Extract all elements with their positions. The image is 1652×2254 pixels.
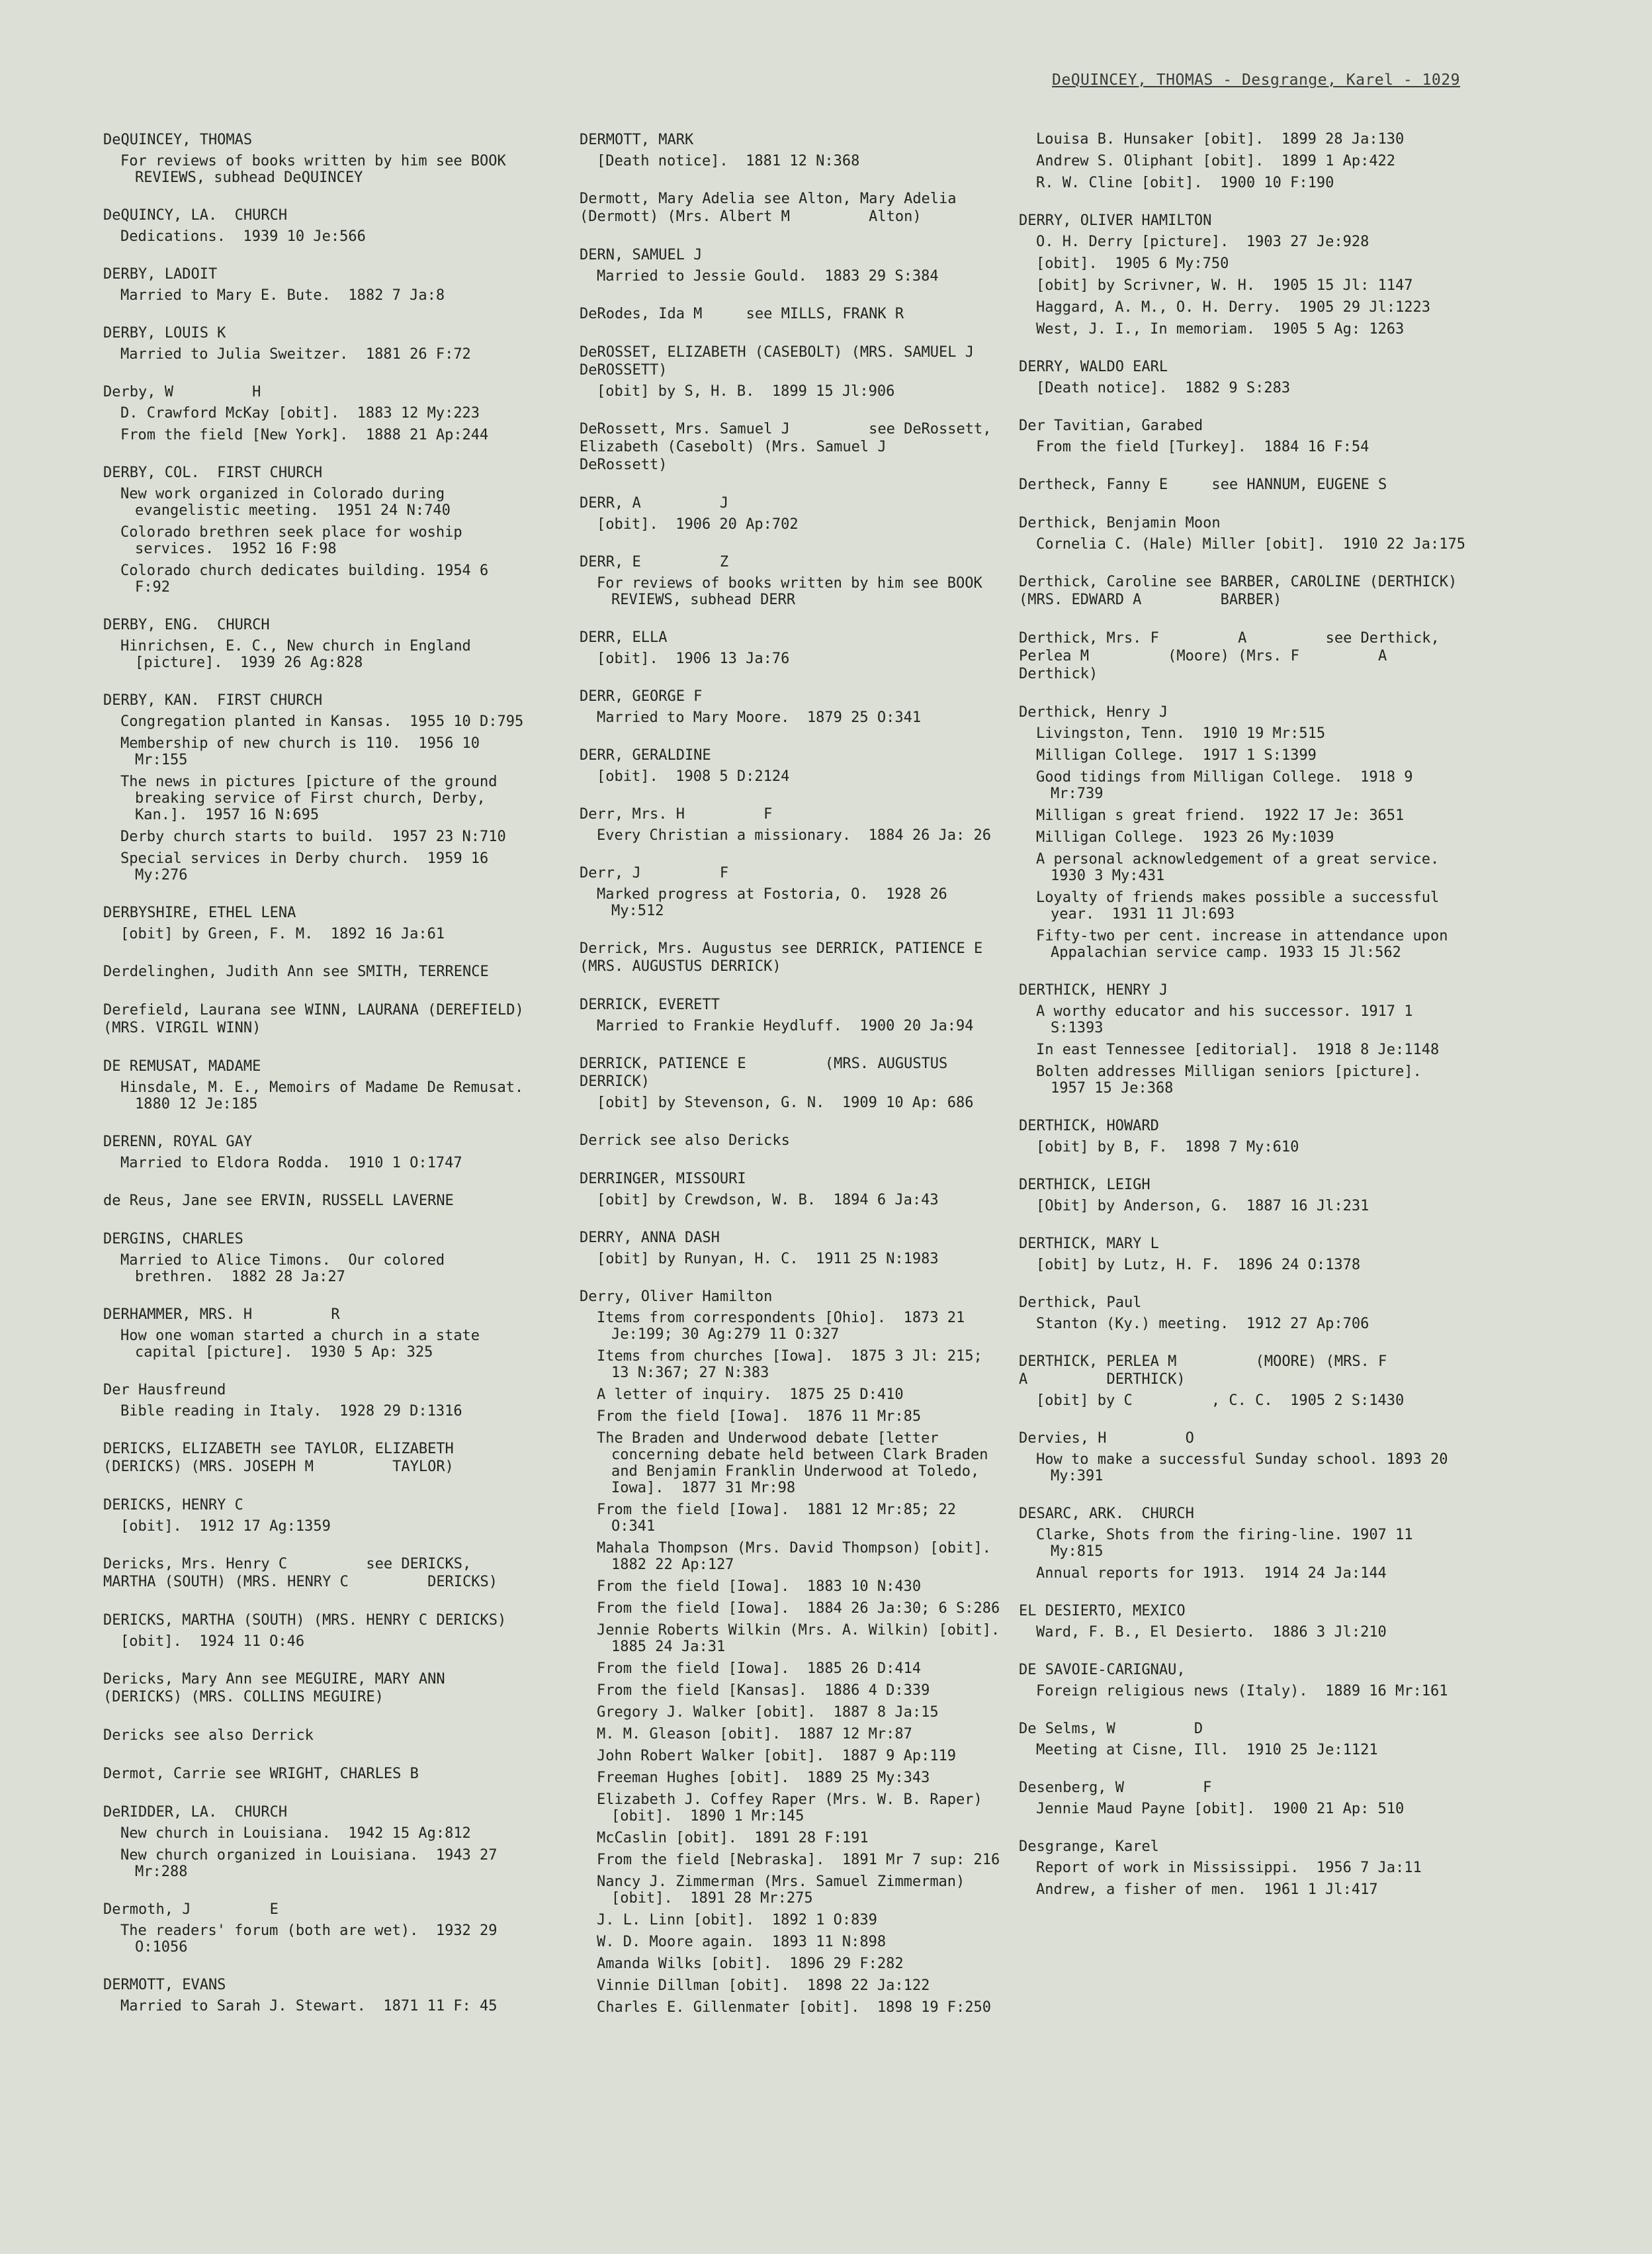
index-entry bbox=[103, 616, 527, 671]
index-entry bbox=[103, 1058, 541, 1112]
entry-citation: [obit] by Lutz, H. F. 1896 24 O:1378 bbox=[1036, 1257, 1361, 1273]
index-entry bbox=[1019, 573, 1469, 609]
entry-citation: West, J. I., In memoriam. 1905 5 Ag: 1263 bbox=[1036, 321, 1405, 338]
index-entry bbox=[103, 1496, 527, 1535]
index-entry bbox=[103, 131, 527, 186]
index-entry bbox=[580, 246, 1003, 285]
index-entry bbox=[103, 1727, 527, 1744]
index-entry bbox=[103, 1230, 527, 1285]
index-entry bbox=[103, 1803, 527, 1880]
entry-heading: Desenberg, W F bbox=[1019, 1780, 1212, 1796]
entry-citation: Membership of new church is 110. 1956 10 Mr:155 bbox=[120, 735, 489, 768]
index-entry bbox=[1019, 417, 1469, 455]
entry-heading: EL DESIERTO, MEXICO bbox=[1019, 1603, 1186, 1619]
index-entry bbox=[103, 1440, 527, 1476]
entry-heading: DERTHICK, PERLEA M (MOORE) (MRS. F A DERTHICK) bbox=[1019, 1353, 1466, 1388]
entry-citation: Charles E. Gillenmater [obit]. 1898 19 F:250 bbox=[597, 1999, 992, 2016]
index-entry bbox=[580, 805, 1003, 844]
index-entry bbox=[103, 1192, 527, 1210]
index-entry bbox=[103, 1901, 527, 1956]
entry-citation: Mahala Thompson (Mrs. David Thompson) [obit]. 1882 22 Ap:127 bbox=[597, 1540, 1009, 1573]
index-entry bbox=[1019, 1505, 1469, 1582]
entry-heading: de Reus, Jane see ERVIN, RUSSELL LAVERNE bbox=[103, 1193, 454, 1209]
index-entry bbox=[580, 1055, 1003, 1111]
entry-heading: DeQUINCEY, THOMAS bbox=[103, 132, 253, 148]
entry-citation: [Death notice]. 1882 9 S:283 bbox=[1036, 380, 1291, 396]
index-entry bbox=[1019, 1353, 1469, 1409]
entry-citation: Gregory J. Walker [obit]. 1887 8 Ja:15 bbox=[597, 1704, 939, 1721]
entry-citation: Andrew, a fisher of men. 1961 1 Jl:417 bbox=[1036, 1881, 1378, 1898]
entry-citation: From the field [Turkey]. 1884 16 F:54 bbox=[1036, 439, 1369, 455]
entry-citation: [obit] by B, F. 1898 7 My:610 bbox=[1036, 1139, 1299, 1155]
index-entry bbox=[580, 1229, 1003, 1267]
entry-heading: DERR, GEORGE F bbox=[580, 688, 703, 705]
entry-heading: Derthick, Mrs. F A see Derthick, Perlea M (Moore) (Mrs. F A Derthick) bbox=[1019, 630, 1466, 682]
index-entry bbox=[103, 1976, 527, 2014]
entry-heading: DERRY, ANNA DASH bbox=[580, 1230, 720, 1246]
entry-heading: Dericks, Mrs. Henry C see DERICKS, MARTHA (SOUTH) (MRS. HENRY C DERICKS) bbox=[103, 1556, 498, 1590]
running-head: DeQUINCEY, THOMAS - Desgrange, Karel - 1029 bbox=[1052, 71, 1460, 89]
entry-citation: Haggard, A. M., O. H. Derry. 1905 29 Jl:1223 bbox=[1036, 299, 1431, 316]
index-entry bbox=[580, 1170, 1003, 1208]
index-entry bbox=[103, 1670, 527, 1706]
entry-citation: Report of work in Mississippi. 1956 7 Ja:11 bbox=[1036, 1860, 1422, 1876]
entry-citation: Clarke, Shots from the firing-line. 1907 11 My:815 bbox=[1036, 1527, 1422, 1560]
index-entry bbox=[1019, 1235, 1469, 1273]
entry-heading: DE REMUSAT, MADAME bbox=[103, 1058, 261, 1075]
entry-citation: J. L. Linn [obit]. 1892 1 O:839 bbox=[597, 1912, 877, 1928]
entry-heading: DERRINGER, MISSOURI bbox=[580, 1171, 746, 1187]
index-entry bbox=[103, 1133, 527, 1171]
entry-citation: Elizabeth J. Coffey Raper (Mrs. W. B. Raper) [obit]. 1890 1 Mr:145 bbox=[597, 1791, 992, 1825]
entry-heading: DERICKS, HENRY C bbox=[103, 1497, 243, 1513]
entry-citation: Meeting at Cisne, Ill. 1910 25 Je:1121 bbox=[1036, 1742, 1378, 1758]
entry-citation: New church organized in Louisiana. 1943 27 Mr:288 bbox=[120, 1847, 506, 1880]
entry-heading: DERR, ELLA bbox=[580, 629, 668, 646]
entry-heading: DERRY, WALDO EARL bbox=[1019, 359, 1168, 375]
entry-citation: Items from correspondents [Ohio]. 1873 21 Je:199; 30 Ag:279 11 O:327 bbox=[597, 1310, 974, 1343]
entry-citation: [Obit] by Anderson, G. 1887 16 Jl:231 bbox=[1036, 1198, 1369, 1214]
index-entry bbox=[103, 963, 527, 981]
entry-heading: DERR, GERALDINE bbox=[580, 747, 711, 764]
entry-citation: Hinsdale, M. E., Memoirs of Madame De Remusat. 1880 12 Je:185 bbox=[120, 1079, 541, 1112]
entry-citation: Annual reports for 1913. 1914 24 Ja:144 bbox=[1036, 1565, 1387, 1582]
entry-heading: Dermot, Carrie see WRIGHT, CHARLES B bbox=[103, 1766, 419, 1782]
index-entry bbox=[1019, 1779, 1469, 1817]
entry-citation: Dedications. 1939 10 Je:566 bbox=[120, 228, 366, 245]
entry-heading: Dermoth, J E bbox=[103, 1901, 279, 1918]
entry-heading: DERR, A J bbox=[580, 495, 729, 512]
index-entry bbox=[103, 324, 527, 363]
entry-heading: DERMOTT, EVANS bbox=[103, 1977, 226, 1993]
entry-heading: DERBY, KAN. FIRST CHURCH bbox=[103, 692, 323, 709]
index-column-2 bbox=[580, 131, 1062, 2036]
entry-citation: Every Christian a missionary. 1884 26 Ja: 26 bbox=[597, 827, 992, 844]
entry-heading: DERTHICK, HENRY J bbox=[1019, 982, 1168, 999]
index-entry bbox=[1019, 981, 1469, 1097]
entry-citation: [obit]. 1906 13 Ja:76 bbox=[597, 651, 790, 667]
entry-citation: [obit]. 1908 5 D:2124 bbox=[597, 768, 790, 785]
entry-citation: From the field [Iowa]. 1883 10 N:430 bbox=[597, 1578, 922, 1595]
entry-heading: DERTHICK, LEIGH bbox=[1019, 1177, 1151, 1193]
entry-citation: Derby church starts to build. 1957 23 N:710 bbox=[120, 829, 506, 845]
entry-citation: Fifty-two per cent. increase in attendance upon Appalachian service camp. 1933 15 Jl:562 bbox=[1036, 928, 1457, 961]
entry-heading: DERBY, LOUIS K bbox=[103, 325, 226, 341]
entry-heading: Der Hausfreund bbox=[103, 1382, 226, 1398]
index-entry bbox=[580, 688, 1003, 726]
index-entry bbox=[103, 692, 527, 883]
entry-heading: Dericks see also Derrick bbox=[103, 1727, 314, 1744]
index-entry bbox=[1019, 1838, 1469, 1898]
entry-heading: DeQUINCY, LA. CHURCH bbox=[103, 207, 288, 224]
entry-heading: DESARC, ARK. CHURCH bbox=[1019, 1506, 1194, 1522]
entry-citation: Stanton (Ky.) meeting. 1912 27 Ap:706 bbox=[1036, 1316, 1369, 1332]
index-entry bbox=[1019, 629, 1469, 683]
entry-citation: Married to Frankie Heydluff. 1900 20 Ja:94 bbox=[597, 1018, 974, 1034]
index-entry bbox=[1019, 1117, 1469, 1155]
entry-citation: Colorado church dedicates building. 1954 6 F:92 bbox=[120, 563, 498, 596]
index-entry bbox=[103, 383, 527, 443]
entry-citation: Louisa B. Hunsaker [obit]. 1899 28 Ja:130 bbox=[1036, 131, 1405, 148]
entry-citation: Bolten addresses Milligan seniors [picture]. 1957 15 Je:368 bbox=[1036, 1063, 1440, 1097]
entry-citation: Amanda Wilks [obit]. 1896 29 F:282 bbox=[597, 1956, 904, 1972]
entry-citation: Good tidings from Milligan College. 1918 9 Mr:739 bbox=[1036, 769, 1422, 802]
entry-heading: Desgrange, Karel bbox=[1019, 1838, 1159, 1855]
index-entry bbox=[1019, 476, 1469, 494]
entry-citation: W. D. Moore again. 1893 11 N:898 bbox=[597, 1934, 887, 1950]
entry-heading: DeROSSET, ELIZABETH (CASEBOLT) (MRS. SAMUEL J DeROSSETT) bbox=[580, 344, 1053, 379]
index-entry bbox=[103, 464, 527, 596]
entry-heading: Derthick, Henry J bbox=[1019, 704, 1168, 721]
entry-heading: DERN, SAMUEL J bbox=[580, 247, 703, 263]
entry-heading: DERENN, ROYAL GAY bbox=[103, 1134, 253, 1150]
entry-heading: Derry, Oliver Hamilton bbox=[580, 1288, 773, 1305]
entry-heading: Dermott, Mary Adelia see Alton, Mary Adelia (Dermott) (Mrs. Albert M Alton) bbox=[580, 191, 965, 225]
index-entry bbox=[103, 1306, 527, 1361]
index-entry bbox=[580, 343, 1053, 400]
entry-citation: Jennie Maud Payne [obit]. 1900 21 Ap: 510 bbox=[1036, 1801, 1405, 1817]
entry-citation: [Death notice]. 1881 12 N:368 bbox=[597, 153, 860, 169]
entry-citation: [obit]. 1905 6 My:750 bbox=[1036, 255, 1229, 272]
entry-citation: The Braden and Underwood debate [letter concerning debate held between Clark Braden and Benjamin Franklin Underwood at Toledo, Iowa]. 1877 31 Mr:98 bbox=[597, 1430, 997, 1496]
entry-citation: [obit] by S, H. B. 1899 15 Jl:906 bbox=[597, 383, 895, 400]
index-entry bbox=[580, 940, 1062, 975]
index-entry bbox=[1019, 212, 1469, 338]
entry-heading: Derthick, Paul bbox=[1019, 1294, 1142, 1311]
index-entry bbox=[103, 904, 527, 942]
entry-heading: DERR, E Z bbox=[580, 554, 729, 570]
entry-citation: New work organized in Colorado during evangelistic meeting. 1951 24 N:740 bbox=[120, 486, 454, 519]
index-entry bbox=[1019, 131, 1469, 191]
entry-citation: From the field [Nebraska]. 1891 Mr 7 sup: 216 bbox=[597, 1852, 1000, 1868]
entry-citation: For reviews of books written by him see BOOK REVIEWS, subhead DeQUINCEY bbox=[120, 153, 515, 186]
entry-citation: Married to Mary E. Bute. 1882 7 Ja:8 bbox=[120, 287, 445, 304]
entry-heading: Derthick, Benjamin Moon bbox=[1019, 515, 1221, 531]
entry-citation: Livingston, Tenn. 1910 19 Mr:515 bbox=[1036, 725, 1326, 742]
entry-citation: From the field [Iowa]. 1884 26 Ja:30; 6 S:286 bbox=[597, 1600, 1000, 1617]
entry-heading: DERBY, COL. FIRST CHURCH bbox=[103, 465, 323, 481]
entry-heading: Derby, W H bbox=[103, 384, 261, 400]
entry-heading: Derthick, Caroline see BARBER, CAROLINE (DERTHICK) (MRS. EDWARD A BARBER) bbox=[1019, 574, 1466, 608]
entry-heading: DE SAVOIE-CARIGNAU, bbox=[1019, 1662, 1186, 1678]
entry-citation: Bible reading in Italy. 1928 29 D:1316 bbox=[120, 1403, 462, 1420]
index-entry bbox=[103, 1381, 527, 1420]
index-entry bbox=[1019, 1720, 1469, 1758]
entry-heading: DERHAMMER, MRS. H R bbox=[103, 1306, 340, 1323]
index-entry bbox=[103, 1765, 527, 1783]
entry-heading: De Selms, W D bbox=[1019, 1721, 1203, 1737]
entry-heading: Dericks, Mary Ann see MEGUIRE, MARY ANN (DERICKS) (MRS. COLLINS MEGUIRE) bbox=[103, 1671, 454, 1705]
entry-citation: [obit]. 1912 17 Ag:1359 bbox=[120, 1518, 331, 1535]
entry-citation: Congregation planted in Kansas. 1955 10 D:795 bbox=[120, 713, 524, 730]
entry-heading: DERBY, ENG. CHURCH bbox=[103, 617, 270, 633]
entry-citation: Milligan College. 1923 26 My:1039 bbox=[1036, 829, 1334, 846]
entry-citation: Married to Julia Sweitzer. 1881 26 F:72 bbox=[120, 346, 471, 363]
entry-heading: Der Tavitian, Garabed bbox=[1019, 418, 1203, 434]
index-column-1 bbox=[103, 131, 541, 2035]
entry-heading: DERMOTT, MARK bbox=[580, 132, 694, 148]
entry-heading: DeRodes, Ida M see MILLS, FRANK R bbox=[580, 306, 904, 322]
entry-heading: Derrick see also Dericks bbox=[580, 1132, 790, 1149]
entry-heading: Derr, Mrs. H F bbox=[580, 806, 773, 823]
entry-citation: The news in pictures [picture of the ground breaking service of First church, Derby, Kan.]. 1957 16 N:695 bbox=[120, 774, 506, 823]
entry-citation: Marked progress at Fostoria, O. 1928 26 My:512 bbox=[597, 886, 957, 919]
entry-heading: Dertheck, Fanny E see HANNUM, EUGENE S bbox=[1019, 476, 1387, 493]
entry-citation: Jennie Roberts Wilkin (Mrs. A. Wilkin) [obit]. 1885 24 Ja:31 bbox=[597, 1622, 1018, 1655]
entry-heading: DERRY, OLIVER HAMILTON bbox=[1019, 212, 1212, 229]
entry-citation: O. H. Derry [picture]. 1903 27 Je:928 bbox=[1036, 234, 1369, 250]
entry-citation: A personal acknowledgement of a great service. 1930 3 My:431 bbox=[1036, 851, 1457, 884]
entry-citation: For reviews of books written by him see BOOK REVIEWS, subhead DERR bbox=[597, 575, 992, 608]
entry-citation: [obit] by Green, F. M. 1892 16 Ja:61 bbox=[120, 926, 445, 942]
index-entry bbox=[1019, 358, 1469, 396]
entry-heading: DERRICK, PATIENCE E (MRS. AUGUSTUS DERRICK) bbox=[580, 1056, 957, 1090]
index-entry bbox=[580, 420, 1003, 474]
entry-heading: Dervies, H O bbox=[1019, 1430, 1194, 1447]
entry-heading: DERTHICK, MARY L bbox=[1019, 1236, 1159, 1252]
entry-citation: Items from churches [Iowa]. 1875 3 Jl: 215; 13 N:367; 27 N:383 bbox=[597, 1348, 992, 1381]
entry-citation: Cornelia C. (Hale) Miller [obit]. 1910 22 Ja:175 bbox=[1036, 536, 1466, 553]
entry-citation: In east Tennessee [editorial]. 1918 8 Je:1148 bbox=[1036, 1042, 1440, 1058]
index-entry bbox=[580, 131, 1003, 169]
entry-citation: The readers' forum (both are wet). 1932 29 O:1056 bbox=[120, 1922, 506, 1956]
entry-heading: DERBYSHIRE, ETHEL LENA bbox=[103, 905, 296, 921]
entry-citation: Special services in Derby church. 1959 16 My:276 bbox=[120, 850, 498, 883]
entry-citation: From the field [Iowa]. 1876 11 Mr:85 bbox=[597, 1408, 922, 1425]
entry-citation: [obit]. 1924 11 O:46 bbox=[120, 1633, 305, 1650]
index-entry bbox=[580, 305, 1003, 323]
entry-citation: New church in Louisiana. 1942 15 Ag:812 bbox=[120, 1825, 471, 1842]
index-entry bbox=[580, 746, 1003, 785]
entry-citation: [obit] by Stevenson, G. N. 1909 10 Ap: 686 bbox=[597, 1095, 974, 1111]
index-entry bbox=[580, 864, 1003, 919]
entry-citation: McCaslin [obit]. 1891 28 F:191 bbox=[597, 1830, 869, 1846]
index-entry bbox=[1019, 514, 1469, 553]
entry-citation: From the field [Iowa]. 1881 12 Mr:85; 22 O:341 bbox=[597, 1502, 965, 1535]
entry-heading: Derrick, Mrs. Augustus see DERRICK, PATIENCE E (MRS. AUGUSTUS DERRICK) bbox=[580, 940, 1062, 975]
entry-citation: Loyalty of friends makes possible a successful year. 1931 11 Jl:693 bbox=[1036, 889, 1448, 923]
index-entry bbox=[1019, 1602, 1469, 1641]
entry-citation: Andrew S. Oliphant [obit]. 1899 1 Ap:422 bbox=[1036, 153, 1396, 169]
entry-citation: Colorado brethren seek place for woship services. 1952 16 F:98 bbox=[120, 524, 471, 557]
entry-citation: [obit] by Crewdson, W. B. 1894 6 Ja:43 bbox=[597, 1192, 939, 1208]
entry-citation: From the field [Iowa]. 1885 26 D:414 bbox=[597, 1660, 922, 1677]
entry-citation: A letter of inquiry. 1875 25 D:410 bbox=[597, 1386, 904, 1403]
entry-heading: DeRIDDER, LA. CHURCH bbox=[103, 1804, 288, 1821]
index-entry bbox=[580, 1288, 1018, 2016]
entry-heading: Derr, J F bbox=[580, 865, 729, 881]
entry-citation: [obit]. 1906 20 Ap:702 bbox=[597, 516, 799, 533]
entry-citation: John Robert Walker [obit]. 1887 9 Ap:119 bbox=[597, 1748, 957, 1764]
entry-citation: Hinrichsen, E. C., New church in England [picture]. 1939 26 Ag:828 bbox=[120, 638, 480, 671]
index-entry bbox=[580, 494, 1003, 533]
index-entry bbox=[1019, 703, 1469, 961]
entry-heading: DERICKS, MARTHA (SOUTH) (MRS. HENRY C DERICKS) bbox=[103, 1612, 507, 1629]
index-entry bbox=[1019, 1294, 1469, 1332]
entry-citation: Married to Sarah J. Stewart. 1871 11 F: 45 bbox=[120, 1998, 498, 2014]
index-entry bbox=[1019, 1429, 1469, 1484]
entry-citation: How one woman started a church in a state capital [picture]. 1930 5 Ap: 325 bbox=[120, 1328, 489, 1361]
entry-citation: [obit] by Runyan, H. C. 1911 25 N:1983 bbox=[597, 1251, 939, 1267]
entry-heading: DERICKS, ELIZABETH see TAYLOR, ELIZABETH (DERICKS) (MRS. JOSEPH M TAYLOR) bbox=[103, 1441, 463, 1475]
index-entry bbox=[103, 1555, 527, 1591]
entry-citation: From the field [New York]. 1888 21 Ap:244 bbox=[120, 427, 489, 443]
entry-citation: [obit] by C , C. C. 1905 2 S:1430 bbox=[1036, 1392, 1405, 1409]
index-entry bbox=[580, 996, 1003, 1034]
entry-heading: DERTHICK, HOWARD bbox=[1019, 1118, 1159, 1134]
entry-citation: A worthy educator and his successor. 1917 1 S:1393 bbox=[1036, 1003, 1422, 1036]
entry-heading: DERRICK, EVERETT bbox=[580, 997, 720, 1013]
entry-heading: Derdelinghen, Judith Ann see SMITH, TERRENCE bbox=[103, 964, 489, 980]
entry-heading: DERBY, LADOIT bbox=[103, 266, 218, 283]
entry-heading: DERGINS, CHARLES bbox=[103, 1231, 243, 1247]
entry-citation: Ward, F. B., El Desierto. 1886 3 Jl:210 bbox=[1036, 1624, 1387, 1641]
entry-citation: Freeman Hughes [obit]. 1889 25 My:343 bbox=[597, 1770, 930, 1786]
index-entry bbox=[103, 1611, 527, 1650]
entry-citation: [obit] by Scrivner, W. H. 1905 15 Jl: 1147 bbox=[1036, 277, 1413, 294]
entry-citation: R. W. Cline [obit]. 1900 10 F:190 bbox=[1036, 175, 1334, 191]
entry-heading: Derefield, Laurana see WINN, LAURANA (DEREFIELD) (MRS. VIRGIL WINN) bbox=[103, 1002, 533, 1036]
entry-citation: Milligan College. 1917 1 S:1399 bbox=[1036, 747, 1317, 764]
index-entry bbox=[103, 1001, 533, 1037]
index-column-3 bbox=[1019, 131, 1469, 1918]
index-entry bbox=[580, 553, 1003, 608]
index-entry bbox=[103, 206, 527, 245]
entry-citation: How to make a successful Sunday school. 1893 20 My:391 bbox=[1036, 1451, 1457, 1484]
entry-citation: Milligan s great friend. 1922 17 Je: 3651 bbox=[1036, 807, 1405, 824]
entry-citation: Married to Jessie Gould. 1883 29 S:384 bbox=[597, 268, 939, 285]
entry-citation: Married to Alice Timons. Our colored brethren. 1882 28 Ja:27 bbox=[120, 1252, 454, 1285]
entry-heading: DeRossett, Mrs. Samuel J see DeRossett, Elizabeth (Casebolt) (Mrs. Samuel J DeRossett) bbox=[580, 421, 1000, 473]
entry-citation: M. M. Gleason [obit]. 1887 12 Mr:87 bbox=[597, 1726, 912, 1742]
index-entry bbox=[1019, 1661, 1469, 1699]
entry-citation: Married to Mary Moore. 1879 25 O:341 bbox=[597, 709, 922, 726]
index-entry bbox=[580, 1132, 1003, 1150]
index-entry bbox=[580, 190, 1003, 226]
index-entry bbox=[1019, 1176, 1469, 1214]
index-entry bbox=[580, 629, 1003, 667]
entry-citation: Married to Eldora Rodda. 1910 1 O:1747 bbox=[120, 1155, 462, 1171]
entry-citation: D. Crawford McKay [obit]. 1883 12 My:223 bbox=[120, 405, 480, 422]
index-entry bbox=[103, 265, 527, 304]
entry-citation: From the field [Kansas]. 1886 4 D:339 bbox=[597, 1682, 930, 1699]
entry-citation: Foreign religious news (Italy). 1889 16 Mr:161 bbox=[1036, 1683, 1448, 1699]
entry-citation: Vinnie Dillman [obit]. 1898 22 Ja:122 bbox=[597, 1977, 930, 1994]
entry-citation: Nancy J. Zimmerman (Mrs. Samuel Zimmerman) [obit]. 1891 28 Mr:275 bbox=[597, 1873, 974, 1907]
